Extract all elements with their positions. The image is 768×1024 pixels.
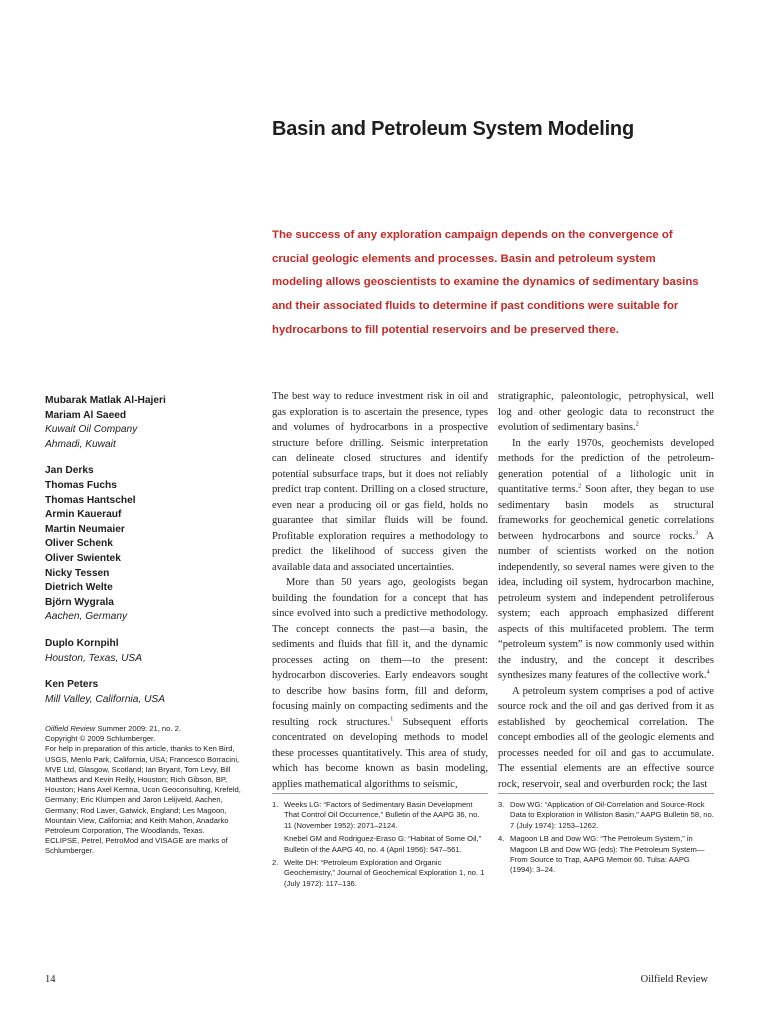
body-paragraph: A petroleum system comprises a pod of active source rock and the oil and gas derived from it as established by geochemical correlation. The concept embodies all of the geologic elements and processes needed for oil and gas to accumulate. The essential elements are an effective source rock, reservoir, seal and overburden rock; the last bbox=[498, 685, 714, 790]
reference-mark: 3 bbox=[695, 529, 699, 536]
credits-thanks: For help in preparation of this article, thanks to Ken Bird, USGS, Menlo Park, California, USA; Francesco Borracini, MVE Ltd, Glasgow, Scotland; Ian Bryant, Tom Levy, Bill Matthews and Kevin Reilly, Houston; Rich Gibson, BP, Houston; Hans Axel Kemna, Ucon Geoconsulting, Krefeld, Germany; Eric Klumpen and Jaron Lelijveld, Aachen, Germany; Rod Laver, Gatwick, England; Les Magoon, Mountain View, California; and Keith Mahon, Anadarko Petroleum Corporation, The Woodlands, Texas. bbox=[45, 744, 241, 836]
author-name: Mariam Al Saeed bbox=[45, 409, 127, 421]
author-affiliation: Aachen, Germany bbox=[45, 611, 128, 623]
footnote bbox=[272, 834, 488, 855]
credits-copyright: Copyright © 2009 Schlumberger. bbox=[45, 734, 156, 744]
author-group bbox=[45, 394, 245, 452]
author-group bbox=[45, 637, 245, 666]
author-name: Dietrich Welte bbox=[45, 582, 113, 594]
footnote-number: 3. bbox=[498, 800, 505, 809]
author-affiliation: Mill Valley, California, USA bbox=[45, 693, 166, 705]
author-name: Armin Kauerauf bbox=[45, 509, 122, 521]
running-footer-journal: Oilfield Review bbox=[640, 974, 708, 985]
author-name: Ken Peters bbox=[45, 679, 99, 691]
author-list bbox=[45, 394, 245, 719]
author-name: Thomas Fuchs bbox=[45, 479, 117, 491]
body-paragraph: In the early 1970s, geochemists developed methods for the prediction of the petroleum-generation potential of a lithologic unit in quantitative terms.$^2$ Soon after, they began to use sedimentary basin models as structural frameworks for geochemical genetic correlations between hydrocarbons and source rocks.$^3$ A number of scientists worked on the notion independently, so several names were given to the idea, including oil system, hydrocarbon machine, petroleum system and independent petroliferous system; each approach emphasized different aspects of this multifaceted problem. The term “petroleum system” is now commonly used within the industry, and the concept it describes synthesizes many features of the collective work.$^4$ bbox=[498, 437, 714, 681]
footnote-text: Knebel GM and Rodriguez-Eraso G: “Habitat of Some Oil,” Bulletin of the AAPG 40, no. 4 (April 1956): 547–561. bbox=[284, 834, 482, 854]
author-group bbox=[45, 464, 245, 625]
footnote bbox=[498, 834, 714, 876]
author-affiliation: Houston, Texas, USA bbox=[45, 652, 143, 664]
footnote-number: 2. bbox=[272, 858, 279, 868]
page-number: 14 bbox=[45, 974, 56, 985]
author-name: Duplo Kornpihl bbox=[45, 637, 119, 649]
author-name: Martin Neumaier bbox=[45, 523, 125, 535]
credits-trademarks: ECLIPSE, Petrel, PetroMod and VISAGE are marks of Schlumberger. bbox=[45, 836, 228, 856]
author-name: Jan Derks bbox=[45, 465, 94, 477]
footnotes-left bbox=[272, 800, 488, 892]
credits-journal: Oilfield Review bbox=[45, 724, 96, 733]
footnote-number: 4. bbox=[498, 834, 505, 844]
footnote bbox=[498, 800, 714, 831]
credits-issue: Summer 2009: 21, no. 2. bbox=[95, 724, 181, 733]
author-group bbox=[45, 678, 245, 707]
footnote bbox=[272, 800, 488, 831]
author-name: Mubarak Matlak Al-Hajeri bbox=[45, 395, 166, 406]
footnote-rule bbox=[498, 793, 714, 794]
footnote-rule bbox=[272, 793, 488, 794]
footnote-text: Welte DH: “Petroleum Exploration and Organic Geochemistry,” Journal of Geochemical Exploration 1, no. 1 (July 1972): 117–136. bbox=[284, 858, 485, 888]
article-title: Basin and Petroleum System Modeling bbox=[272, 118, 634, 140]
footnote-text: Dow WG: “Application of Oil-Correlation and Source-Rock Data to Exploration in Williston Basin,” AAPG Bulletin 58, no. 7 (July 1974): 1253–1262. bbox=[510, 800, 714, 830]
author-affiliation: Kuwait Oil Company bbox=[45, 424, 138, 436]
reference-mark: 1 bbox=[390, 715, 394, 722]
article-abstract: The success of any exploration campaign depends on the convergence of crucial geologic elements and processes. Basin and petroleum system modeling allows geoscientists to examine the dynamics of sedimentary basins and their associated fluids to determine if past conditions were suitable for hydrocarbons to fill potential reservoirs and be preserved there. bbox=[272, 229, 699, 336]
footnote-number: 1. bbox=[272, 800, 279, 809]
reference-mark: 2 bbox=[578, 483, 582, 490]
reference-mark: 4 bbox=[706, 669, 710, 676]
author-name: Oliver Schenk bbox=[45, 538, 113, 550]
footnote bbox=[272, 858, 488, 889]
body-paragraph: stratigraphic, paleontologic, petrophysical, well log and other geologic data to reconstruct the evolution of sedimentary basins.$^2$ bbox=[498, 391, 714, 433]
author-name: Nicky Tessen bbox=[45, 567, 110, 579]
footnote-number bbox=[272, 834, 284, 855]
author-name: Oliver Swientek bbox=[45, 552, 121, 564]
author-affiliation: Ahmadi, Kuwait bbox=[45, 438, 116, 450]
body-column-1 bbox=[272, 389, 488, 792]
body-paragraph: More than 50 years ago, geologists began building the foundation for a concept that has since evolved into such a predictive methodology. The concept connects the past—a basin, the sediments and fluids that fill it, and the dynamic processes acting on them—to the present: hydrocarbon discoveries. Early endeavors sought to describe how basins form, fill and deform, focusing mainly on compacting sediments and the resulting rock structures.$^1$ Subsequent efforts concentrated on developing methods to model these processes quantitatively. This area of study, which has become known as basin modeling, applies mathematical algorithms to seismic, bbox=[272, 577, 488, 790]
footnote-text: Magoon LB and Dow WG: “The Petroleum System,” in Magoon LB and Dow WG (eds): The Petroleum System—From Source to Trap, AAPG Memoir 60. Tulsa: AAPG (1994): 3–24. bbox=[510, 834, 705, 875]
footnotes-right bbox=[498, 800, 714, 879]
body-column-2 bbox=[498, 389, 714, 792]
author-name: Thomas Hantschel bbox=[45, 494, 136, 506]
body-paragraph: The best way to reduce investment risk in oil and gas exploration is to ascertain the presence, types and volumes of hydrocarbons in a prospective structure before drilling. Seismic interpretation can delineate closed structures and identify potential subsurface traps, but it does not reliably predict trap content. Drilling on a closed structure, even near a producing oil or gas field, holds no guarantee that similar fluids will be found. Profitable exploration requires a methodology to predict the likelihood of success given the available data and associated uncertainties. bbox=[272, 391, 488, 573]
credits-block bbox=[45, 724, 250, 857]
author-name: Björn Wygrala bbox=[45, 596, 114, 608]
reference-mark: 2 bbox=[635, 421, 639, 428]
footnote-text: Weeks LG: “Factors of Sedimentary Basin Development That Control Oil Occurrence,” Bulletin of the AAPG 36, no. 11 (November 1952): 2071–2124. bbox=[284, 800, 480, 830]
